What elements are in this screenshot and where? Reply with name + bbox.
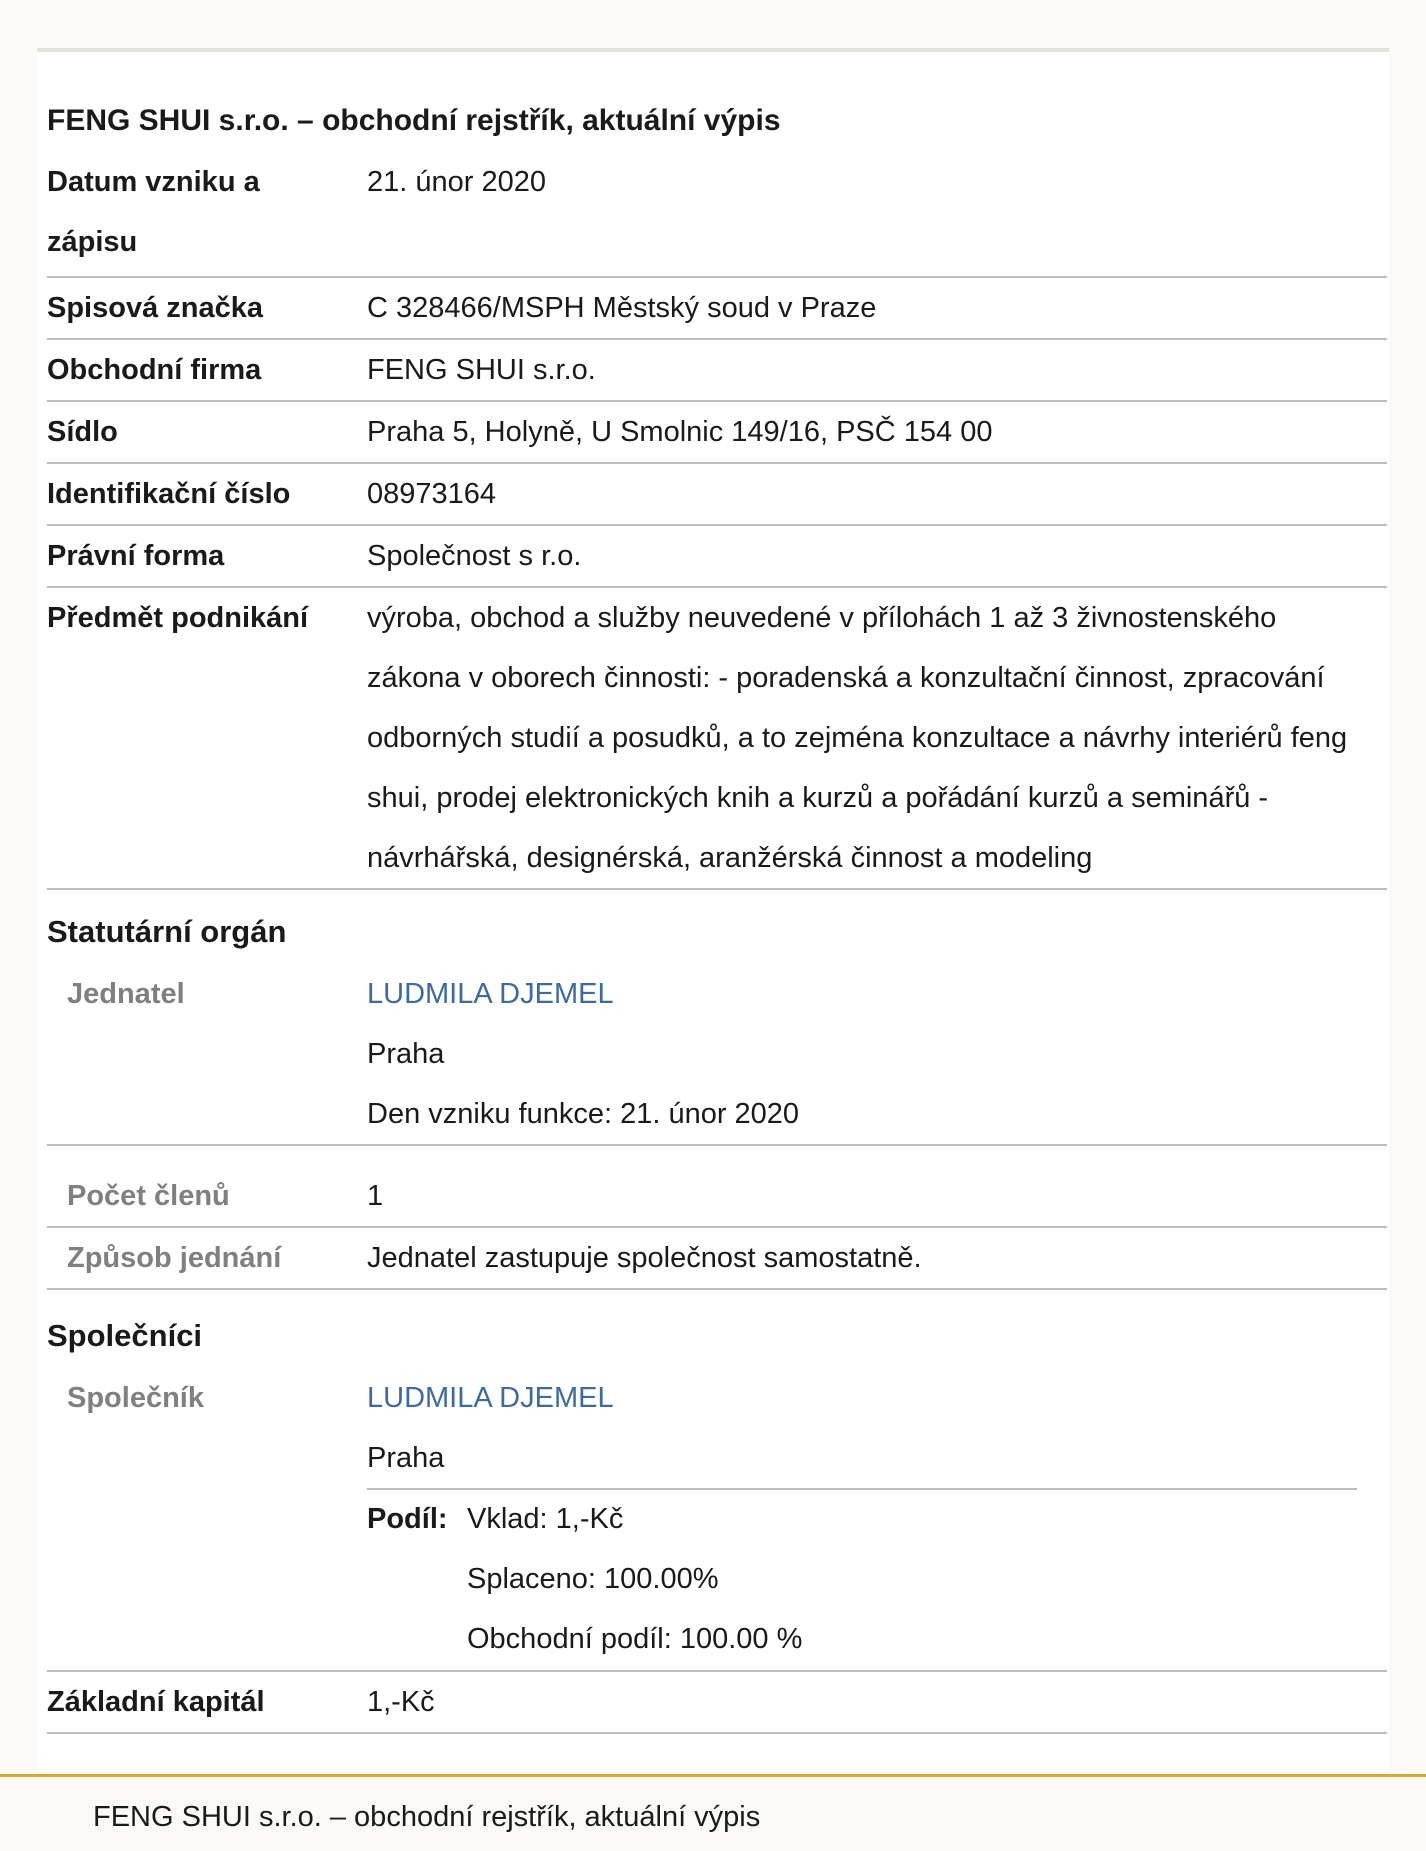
row-spisova-znacka	[47, 278, 1387, 340]
row-label: Právní forma	[47, 540, 225, 572]
row-value: FENG SHUI s.r.o.	[367, 354, 596, 386]
jednatel-city: Praha	[367, 1038, 445, 1070]
label-line: Datum vzniku a	[47, 166, 260, 198]
row-label: Identifikační číslo	[47, 478, 291, 510]
footer-text: FENG SHUI s.r.o. – obchodní rejstřík, aktuální výpis	[93, 1801, 761, 1833]
row-identifikacni-cislo	[47, 464, 1387, 526]
row-label: Počet členů	[67, 1180, 230, 1212]
splaceno: Splaceno: 100.00%	[467, 1563, 719, 1595]
row-pravni-forma	[47, 526, 1387, 588]
page-title: FENG SHUI s.r.o. – obchodní rejstřík, aktuální výpis	[47, 104, 781, 137]
row-label	[47, 152, 260, 272]
obchodni-podil: Obchodní podíl: 100.00 %	[467, 1623, 803, 1655]
row-value: Společnost s r.o.	[367, 540, 582, 572]
row-value: 1	[367, 1180, 384, 1212]
row-label: Jednatel	[67, 978, 185, 1010]
register-card	[37, 48, 1389, 1772]
row-jednatel	[47, 964, 1387, 1146]
row-spolecnik	[47, 1368, 1387, 1672]
row-label: Základní kapitál	[47, 1686, 265, 1718]
row-obchodni-firma	[47, 340, 1387, 402]
row-sidlo	[47, 402, 1387, 464]
row-label: Obchodní firma	[47, 354, 262, 386]
row-label: Sídlo	[47, 416, 118, 448]
value-line: výroba, obchod a služby neuvedené v přílohách 1 až 3 živnostenského	[367, 602, 1277, 634]
row-value: 1,-Kč	[367, 1686, 435, 1718]
section-statutarni-organ: Statutární orgán	[47, 914, 287, 949]
row-zpusob-jednani	[47, 1228, 1387, 1290]
row-label: Způsob jednání	[67, 1242, 282, 1274]
label-line: zápisu	[47, 226, 138, 258]
value-line: návrhářská, designérská, aranžérská činnost a modeling	[367, 842, 1093, 874]
podil-values	[467, 1489, 802, 1669]
value-line: zákona v oborech činnosti: - poradenská a konzultační činnost, zpracování	[367, 662, 1325, 694]
jednatel-name-link[interactable]: LUDMILA DJEMEL	[367, 978, 614, 1010]
row-value: 08973164	[367, 478, 497, 510]
row-value	[367, 1368, 1392, 1488]
row-zakladni-kapital	[47, 1672, 1387, 1734]
row-value: C 328466/MSPH Městský soud v Praze	[367, 292, 877, 324]
spolecnik-city: Praha	[367, 1442, 445, 1474]
row-value	[367, 588, 1392, 888]
footer	[0, 1774, 1426, 1851]
vklad: Vklad: 1,-Kč	[467, 1503, 624, 1535]
row-predmet-podnikani	[47, 588, 1387, 890]
row-datum-vzniku	[47, 152, 1387, 278]
row-value	[367, 964, 1392, 1144]
row-label: Společník	[67, 1382, 204, 1414]
row-value: Praha 5, Holyně, U Smolnic 149/16, PSČ 154 00	[367, 416, 993, 448]
value-line: odborných studií a posudků, a to zejména konzultace a návrhy interiérů feng	[367, 722, 1348, 754]
row-label: Předmět podnikání	[47, 602, 309, 634]
section-spolecnici: Společníci	[47, 1318, 203, 1353]
podil-label: Podíl:	[367, 1503, 448, 1535]
row-value: Jednatel zastupuje společnost samostatně.	[367, 1242, 922, 1274]
spolecnik-name-link[interactable]: LUDMILA DJEMEL	[367, 1382, 614, 1414]
row-label: Spisová značka	[47, 292, 263, 324]
jednatel-since: Den vzniku funkce: 21. únor 2020	[367, 1098, 800, 1130]
row-pocet-clenu	[47, 1166, 1387, 1228]
row-value: 21. únor 2020	[367, 166, 546, 198]
value-line: shui, prodej elektronických knih a kurzů a pořádání kurzů a seminářů -	[367, 782, 1269, 814]
